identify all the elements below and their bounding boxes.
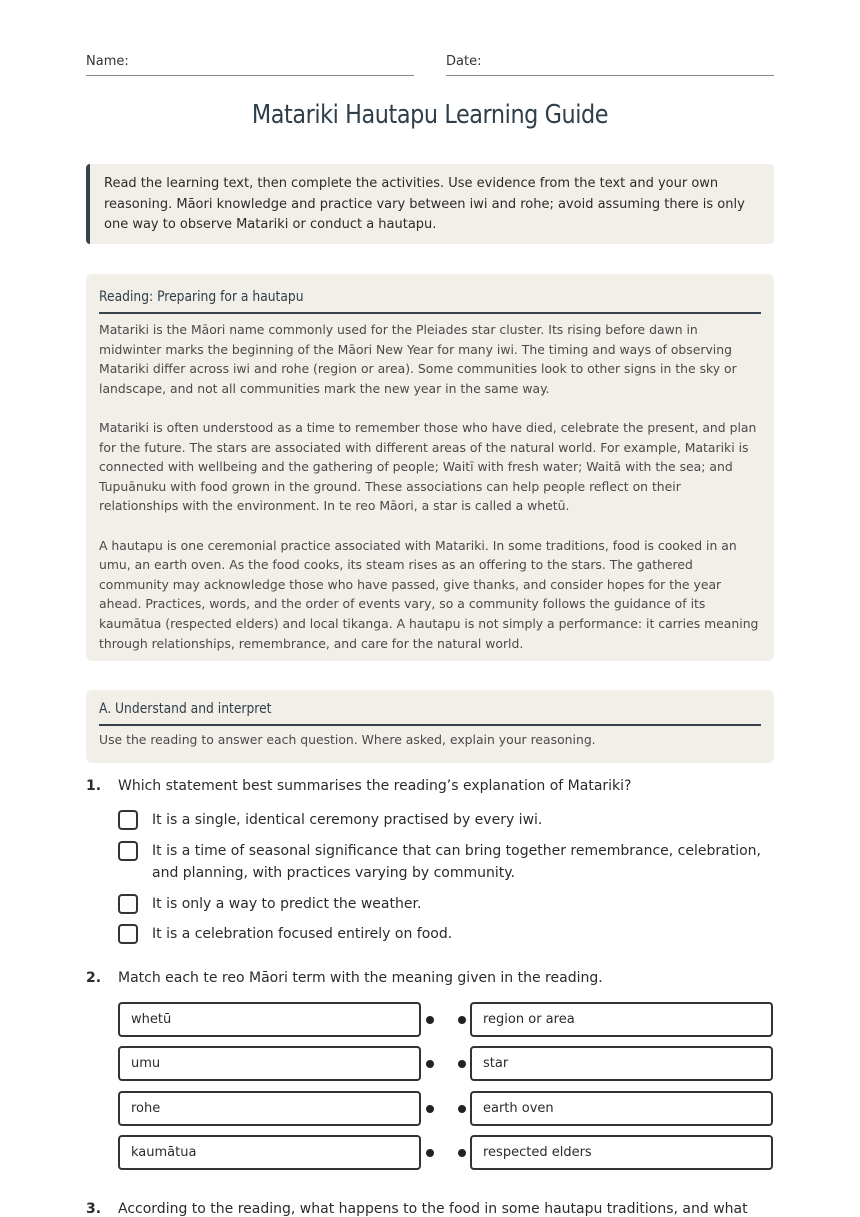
match-term-box[interactable]: rohe — [118, 1091, 421, 1126]
question-number: 1. — [86, 778, 102, 794]
section-a-heading-text: A. Understand and interpret — [99, 701, 272, 717]
checkbox[interactable] — [118, 924, 138, 944]
match-dot-left[interactable] — [426, 1105, 434, 1113]
match-term-box[interactable]: umu — [118, 1046, 421, 1081]
instructions-box: Read the learning text, then complete the activities. Use evidence from the text and your own reasoning. Māori knowledge and practice vary between iwi and rohe; avoid assuming there is only one way to observe Matariki or conduct a hautapu. — [86, 164, 774, 244]
page-title: Matariki Hautapu Learning Guide — [251, 100, 609, 130]
match-meaning-box[interactable]: respected elders — [470, 1135, 773, 1170]
section-a-subtitle: Use the reading to answer each question. Where asked, explain your reasoning. — [99, 732, 596, 747]
reading-panel — [86, 274, 774, 661]
match-term-box[interactable]: whetū — [118, 1002, 421, 1037]
question-number: 3. — [86, 1201, 102, 1217]
match-meaning-box[interactable]: earth oven — [470, 1091, 773, 1126]
name-date-row — [86, 54, 774, 76]
reading-paragraph: A hautapu is one ceremonial practice associated with Matariki. In some traditions, food is cooked in an umu, an earth oven. As the food cooks, its steam rises as an offering to the stars. The gathered community may acknowledge those who have passed, give thanks, and consider hopes for the year ahead. Practices, words, and the order of events vary, so a community follows the guidance of its kaumātua (respected elders) and local tikanga. A hautapu is not simply a performance: it carries meaning through relationships, remembrance, and care for the natural world. — [99, 537, 759, 651]
name-field[interactable] — [86, 54, 414, 76]
match-dot-left[interactable] — [426, 1016, 434, 1024]
match-meaning-box[interactable]: star — [470, 1046, 773, 1081]
match-meaning-box[interactable]: region or area — [470, 1002, 773, 1037]
match-dot-right[interactable] — [458, 1149, 466, 1157]
question-text: Which statement best summarises the reading’s explanation of Matariki? — [118, 778, 632, 794]
option-label: It is a single, identical ceremony practised by every iwi. — [152, 812, 543, 828]
match-dot-right[interactable] — [458, 1060, 466, 1068]
date-label: Date: — [446, 54, 482, 69]
question-number: 2. — [86, 970, 102, 986]
name-label: Name: — [86, 54, 129, 69]
question-text: According to the reading, what happens to the food in some hautapu traditions, and what — [118, 1201, 748, 1217]
match-dot-right[interactable] — [458, 1016, 466, 1024]
match-dot-right[interactable] — [458, 1105, 466, 1113]
section-a-heading — [99, 698, 761, 726]
option-label: It is only a way to predict the weather. — [152, 896, 422, 912]
date-field[interactable] — [446, 54, 774, 76]
match-dot-left[interactable] — [426, 1060, 434, 1068]
option-label: It is a celebration focused entirely on food. — [152, 926, 453, 942]
checkbox[interactable] — [118, 810, 138, 830]
question-text: Match each te reo Māori term with the meaning given in the reading. — [118, 970, 603, 986]
reading-heading-text: Reading: Preparing for a hautapu — [99, 289, 304, 305]
checkbox[interactable] — [118, 841, 138, 861]
reading-paragraph: Matariki is the Māori name commonly used for the Pleiades star cluster. Its rising before dawn in midwinter marks the beginning of the Māori New Year for many iwi. The timing and ways of observing Matariki differ across iwi and rohe (region or area). Some communities look to other signs in the sky or landscape, and not all communities mark the new year in the same way. — [99, 322, 737, 396]
reading-heading — [99, 286, 761, 314]
match-dot-left[interactable] — [426, 1149, 434, 1157]
option-label: It is a time of seasonal significance that can bring together remembrance, celebration, and planning, with practices varying by community. — [152, 843, 761, 881]
section-a-header — [86, 690, 774, 763]
checkbox[interactable] — [118, 894, 138, 914]
match-term-box[interactable]: kaumātua — [118, 1135, 421, 1170]
reading-paragraph: Matariki is often understood as a time to remember those who have died, celebrate the present, and plan for the future. The stars are associated with different areas of the natural world. For example, Matariki is connected with wellbeing and the gathering of people; Waitī with fresh water; Waitā with the sea; and Tupuānuku with food grown in the ground. These associations can help people reflect on their relationships with the environment. In te reo Māori, a star is called a whetū. — [99, 419, 757, 514]
